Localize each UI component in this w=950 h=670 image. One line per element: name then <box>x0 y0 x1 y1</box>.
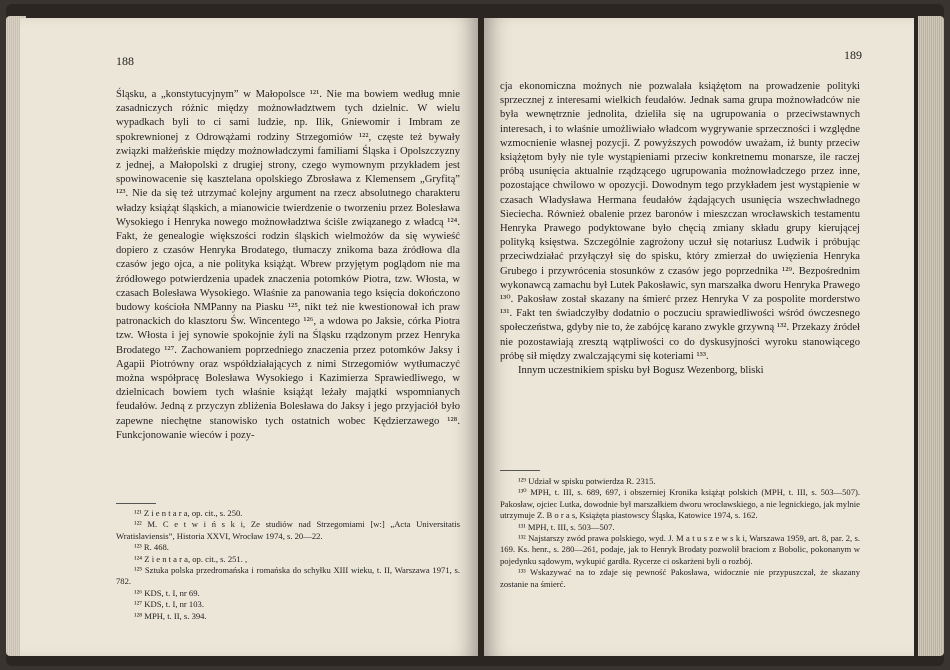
paragraph: cja ekonomiczna możnych nie pozwalała książętom na prowadzenie polityki sprzecznej z interesami wielkich feudałów. Jednak sama grupa możnowładców nie była wewnętrznie jednolita, dzieliła się na ugrupowania o przeciwstawnych interesach, i to właśnie umożliwiało władcom wygrywanie sprzeczności i względne wzmocnienie własnej pozycji. Z powyższych powodów uważam, iż bunty przeciw książętom były nie tyle wystąpieniami przeciw konkretnemu monarsze, ile raczej próbą usunięcia aktualnie rządzącego ugrupowania możnowładczego przez inne, pozostające chwilowo w opozycji. Dowodnym tego przykładem jest wystąpienie w czasach Władysława Hermana feudałów żądających usunięcia wszechwładnego Sieciecha. Również obalenie przez baronów i mieszczan wrocławskich testamentu Henryka Prawego podyktowane było chęcią zmiany składu grupy kierującej polityką księstwa. Szczególnie zagrożony uczuł się notariusz Ludwik i próbując przeciwdziałać przyłączył się do spisku, który zmierzał do uwięzienia Henryka Grubego i przywrócenia stosunków z czasów jego poprzednika ¹²⁹. Bezpośrednim wykonawcą zamachu był Lutek Pakosławic, syn marszałka dworu Henryka Prawego ¹³⁰. Pakosław został skazany na śmierć przez Henryka V za pospolite morderstwo ¹³¹. Fakt ten świadczyłby dodatnio o poczuciu sprawiedliwości wśród ówczesnego społeczeństwa, gdyby nie to, że zabójcę karano zwykle grzywną ¹³². Przekazy źródeł nie pozostawiają zresztą wątpliwości co do dyskusyjności wyroku stanowiącego próbę sił między zwalczającymi się koteriami ¹³³. <box>500 81 860 362</box>
footnote: ¹³⁰ MPH, t. III, s. 689, 697, i obszerniej Kronika książąt polskich (MPH, t. III, s. 503—507). Pakosław, ojciec Lutka, dowodnie był marszałkiem dworu wrocławskiego, a nie legnickiego, jak mylnie utrzymuje Z. B o r a s, Książęta piastowscy Śląska, Katowice 1974, s. 162. <box>500 487 860 521</box>
page-edges-right <box>918 16 944 656</box>
page-number: 189 <box>844 48 862 62</box>
left-page <box>20 18 478 656</box>
footnotes <box>500 476 860 590</box>
footnote: ¹²⁶ KDS, t. I, nr 69. <box>134 587 200 598</box>
footnote: ¹²⁹ Udział w spisku potwierdza R. 2315. <box>518 476 656 486</box>
footnote: ¹²¹ Z i e n t a r a, op. cit., s. 250. <box>134 508 243 518</box>
footnote: ¹³¹ MPH, t. III, s. 503—507. <box>518 521 615 532</box>
open-book <box>6 4 944 666</box>
footnote-rule <box>116 503 156 504</box>
footnote-rule <box>500 470 540 471</box>
footnote: ¹²⁷ KDS, t. I, nr 103. <box>134 599 204 610</box>
footnote: ¹²⁴ Z i e n t a r a, op. cit., s. 251. , <box>134 553 248 564</box>
footnote: ¹³² Najstarszy zwód prawa polskiego, wyd. J. M a t u s z e w s k i, Warszawa 1959, art. 8, par. 2, s. 169. Ks. henr., s. 280—261, podaje, jak to Henryk Brodaty pozwolił braciom z Bobolic, pokonanym w pojedynku sądowym, wykupić gardła. Rycerze ci oskarżeni byli o rozbój. <box>500 533 860 566</box>
footnote: ¹³³ Wskazywać na to zdaje się pewność Pakosława, widocznie nie przypuszczał, że skazany zostanie na śmierć. <box>500 567 860 589</box>
footnote: ¹²⁸ MPH, t. II, s. 394. <box>134 610 207 621</box>
footnote: ¹²³ R. 468. <box>134 542 169 553</box>
paragraph: Śląsku, a „konstytucyjnym” w Małopolsce ¹²¹. Nie ma bowiem według mnie zasadniczych różnic między możnowładztwem tych dzielnic. W wielu wypadkach byli to ci sami ludzie, np. Ilik, Gniewomir i Imbram ze spokrewnionej z Odrowążami rodziny Strzegomiów ¹²², częste też bywały związki małżeńskie między możnowładczymi familiami Śląska i Opolszczyzny z jednej, a Małopolski z drugiej strony, czego wymownym przykładem jest spowinowacenie się kasztelana opolskiego Zbrosława z Klemensem „Gryfitą” ¹²³. Nie da się też utrzymać kolejny argument na rzecz absolutnego charakteru władzy książąt śląskich, a mianowicie twierdzenie o tworzeniu przez Bolesława Wysokiego i Henryka nowego możnowładztwa ściśle związanego z władcą ¹²⁴. Fakt, że genealogie większości rodzin śląskich wielmożów da się wywieść dopiero z czasów Henryka Brodatego, tłumaczy znikoma baza źródłowa dla czasów jego ojca, a nie polityka książąt. Wbrew przyjętym poglądom nie ma źródłowego potwierdzenia upadek znaczenia potomków Piotra, tzw. Włosta, w czasach Bolesława Wysokiego. Właśnie za panowania tego księcia dokończono budowy kościoła NMPanny na Piasku ¹²⁵, nikt też nie kwestionował ich praw patronackich do klasztoru Św. Wincentego ¹²⁶, a wdowa po Jaksie, córka Piotra tzw. Włosta i jej synowie spokojnie żyli na Śląsku rządzonym przez Henryka Brodatego ¹²⁷. Zachowaniem poprzedniego znaczenia przez potomków Jaksy i Agapii Piotrówny oraz współdziałających z nimi Strzegomiów wytłumaczyć można współpracę Bolesława Wysokiego i Kazimierza Sprawiedliwego, w dzielnicach bowiem tych właśnie książąt leżały majątki wspomnianych feudałów. Jedną z przyczyn zbliżenia Bolesława do Jaksy i jego przyjaciół było zapewne niechętne stanowisko tych ostatnich wobec Kędzierzawego ¹²⁸. Funkcjonowanie wieców i pozy- <box>116 89 460 441</box>
footnotes <box>116 508 460 622</box>
footnote: ¹²² M. C e t w i ń s k i, Ze studiów nad Strzegomiami [w:] „Acta Universitatis Wratislaviensis”, Historia XXVI, Wrocław 1974, s. 20—22. <box>116 519 460 541</box>
body-text <box>116 88 460 443</box>
footnote: ¹²⁵ Sztuka polska przedromańska i romańska do schyłku XIII wieku, t. II, Warszawa 1971, s. 782. <box>116 565 460 587</box>
page-number: 188 <box>116 54 134 68</box>
paragraph: Innym uczestnikiem spisku był Bogusz Wezenborg, bliski <box>518 365 764 377</box>
right-page <box>484 18 914 656</box>
body-text <box>500 80 860 378</box>
